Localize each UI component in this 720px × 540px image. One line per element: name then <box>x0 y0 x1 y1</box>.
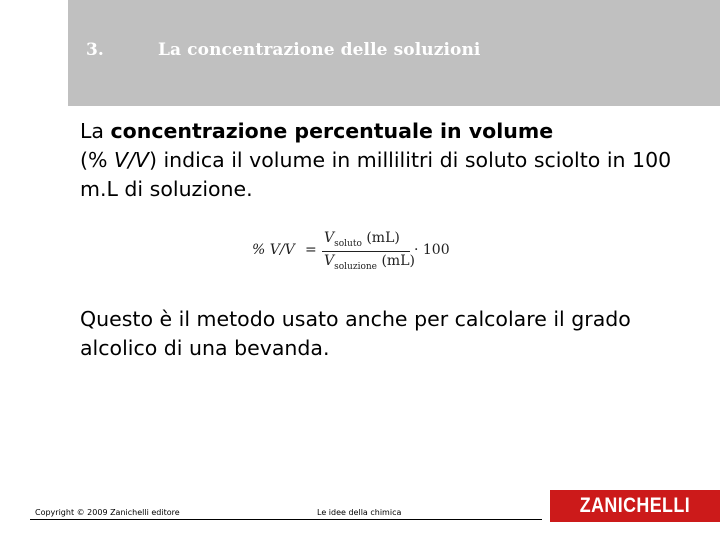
formula-multiplier: · 100 <box>414 242 450 258</box>
footer-divider <box>30 519 542 520</box>
publisher-logo <box>550 490 720 522</box>
paragraph-text-intro: La <box>80 119 111 143</box>
formula-lhs: % V/V <box>252 242 295 258</box>
numerator-sub: soluto <box>334 238 362 249</box>
paragraph-text-open: (% <box>80 148 114 172</box>
term-italic: V/V <box>114 148 149 172</box>
numerator-symbol: V <box>324 230 335 246</box>
footer-copyright: Copyright © 2009 Zanichelli editore <box>35 508 180 517</box>
formula <box>252 230 472 272</box>
denominator-sub: soluzione <box>334 261 377 272</box>
denominator-unit: (mL) <box>377 253 415 269</box>
definition-paragraph <box>80 117 680 204</box>
formula-equals: = <box>305 242 317 258</box>
fraction-bar <box>322 251 410 252</box>
numerator-unit: (mL) <box>361 230 400 246</box>
denominator-symbol: V <box>324 253 335 269</box>
term-bold: concentrazione percentuale in volume <box>110 119 554 143</box>
publisher-logo-text: ZANICHELLI <box>579 494 691 517</box>
formula-numerator <box>324 230 400 249</box>
section-title: La concentrazione delle soluzioni <box>158 40 481 60</box>
usage-paragraph: Questo è il metodo usato anche per calcolare il grado alcolico di una bevanda. <box>80 307 631 360</box>
formula-denominator <box>324 253 415 272</box>
section-number: 3. <box>86 40 104 60</box>
footer-book-title: Le idee della chimica <box>317 508 402 517</box>
paragraph-text-rest: ) indica il volume in millilitri di soluto sciolto in 100 m.L di soluzione. <box>80 148 672 201</box>
